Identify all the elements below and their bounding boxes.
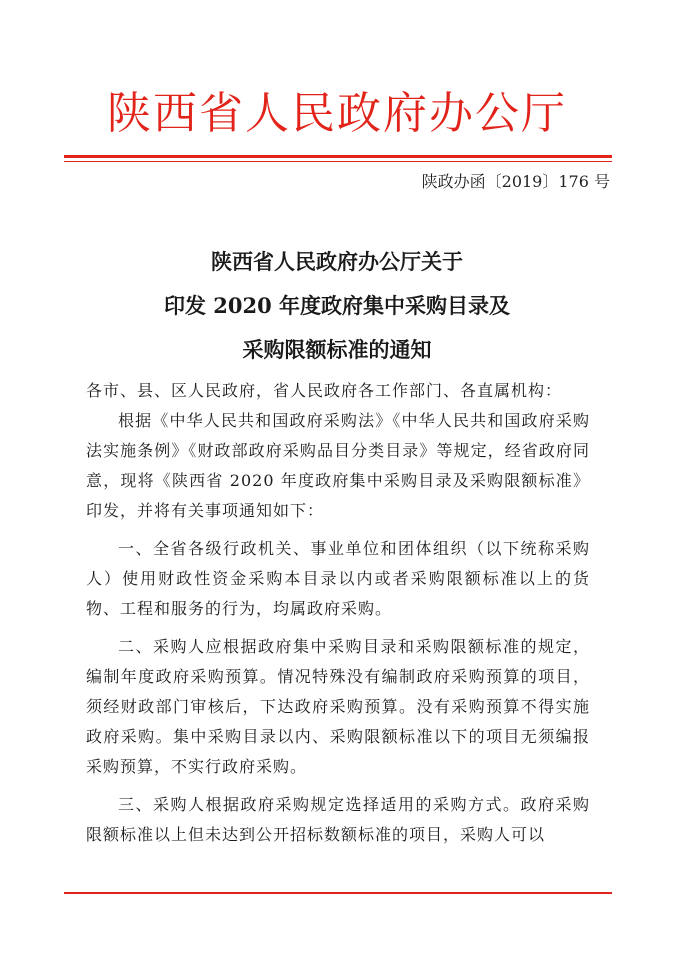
paragraph-2: 一、全省各级行政机关、事业单位和团体组织（以下统称采购人）使用财政性资金采购本目录以内或者采购限额标准以上的货物、工程和服务的行为，均属政府采购。	[86, 539, 590, 618]
paragraph-4: 三、采购人根据政府采购规定选择适用的采购方式。政府采购限额标准以上但未达到公开招标数额标准的项目，采购人可以	[86, 795, 590, 844]
header-red-rule-thin	[64, 161, 612, 162]
paragraph-1: 根据《中华人民共和国政府采购法》《中华人民共和国政府采购法实施条例》《财政部政府采购品目分类目录》等规定，经省政府同意，现将《陕西省 2020 年度政府集中采购目录及采购限额标准》印发，并将有关事项通知如下：	[86, 411, 590, 520]
salutation: 各市、县、区人民政府，省人民政府各工作部门、各直属机构：	[86, 381, 563, 400]
issuer-header-title: 陕西省人民政府办公厅	[107, 88, 567, 139]
paragraph-3: 二、采购人应根据政府集中采购目录和采购限额标准的规定，编制年度政府采购预算。情况特殊没有编制政府采购预算的项目，须经财政部门审核后，下达政府采购预算。没有采购预算不得实施政府采购。集中采购目录以内、采购限额标准以下的项目无须编报采购预算，不实行政府采购。	[86, 637, 590, 776]
notice-title-line-3: 采购限额标准的通知	[242, 337, 432, 362]
notice-body	[86, 376, 590, 850]
notice-title	[0, 240, 674, 372]
notice-title-line-1: 陕西省人民政府办公厅关于	[211, 249, 463, 274]
notice-title-line-2: 印发 2020 年度政府集中采购目录及	[163, 293, 511, 318]
footer-red-rule	[64, 892, 612, 894]
document-number: 陕政办函〔2019〕176 号	[421, 172, 610, 191]
header-red-rule-thick	[64, 155, 612, 158]
